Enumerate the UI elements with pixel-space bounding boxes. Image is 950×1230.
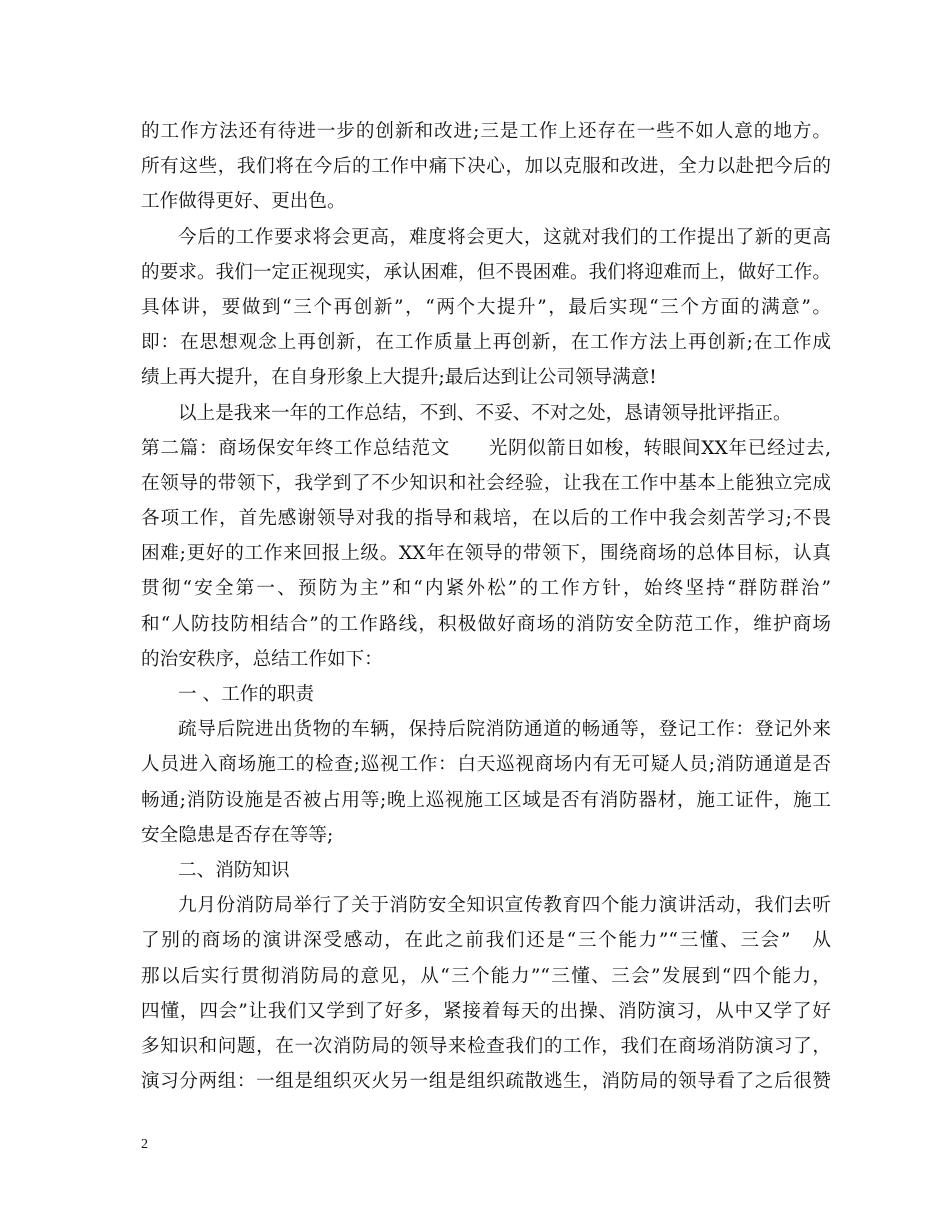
text-line: 那以后实行贯彻消防局的意见，从“三个能力”“三懂、三会”发展到“四个能力， (141, 965, 831, 987)
text-line: 绩上再大提升，在自身形象上大提升;最后达到让公司领导满意! (141, 367, 657, 389)
text-line: 人员进入商场施工的检查;巡视工作：白天巡视商场内有无可疑人员;消防通道是否 (141, 754, 831, 776)
text-line: 的治安秩序，总结工作如下： (141, 648, 383, 670)
text-line: 安全隐患是否存在等等; (141, 824, 334, 846)
paragraph-first-line: 今后的工作要求将会更高，难度将会更大，这就对我们的工作提出了新的更高 (178, 226, 831, 248)
page-number: 2 (141, 1137, 148, 1152)
text-line: 工作做得更好、更出色。 (141, 191, 346, 213)
text-line: 的要求。我们一定正视现实，承认困难，但不畏困难。我们将迎难而上，做好工作。 (141, 261, 831, 283)
text-line: 贯彻“安全第一、预防为主”和“内紧外松”的工作方针，始终坚持“群防群治” (141, 578, 831, 600)
text-line: 各项工作，首先感谢领导对我的指导和栽培，在以后的工作中我会刻苦学习;不畏 (141, 508, 831, 530)
paragraph-first-line: 九月份消防局举行了关于消防安全知识宣传教育四个能力演讲活动，我们去听 (178, 895, 831, 917)
subheading-fire-knowledge: 二、消防知识 (178, 859, 290, 881)
text-line: 演习分两组：一组是组织灭火另一组是组织疏散逃生，消防局的领导看了之后很赞 (141, 1071, 831, 1093)
text-line: 即：在思想观念上再创新，在工作质量上再创新，在工作方法上再创新;在工作成 (141, 332, 831, 354)
text-line: 在领导的带领下，我学到了不少知识和社会经验，让我在工作中基本上能独立完成 (141, 472, 831, 494)
text-line: 畅通;消防设施是否被占用等;晚上巡视施工区域是否有消防器材，施工证件，施工 (141, 789, 831, 811)
document-body (141, 114, 831, 1099)
text-line: 所有这些，我们将在今后的工作中痛下决心，加以克服和改进，全力以赴把今后的 (141, 156, 831, 178)
text-line: 四懂，四会”让我们又学到了好多，紧接着每天的出操、消防演习，从中又学了好 (141, 1000, 831, 1022)
text-line: 和“人防技防相结合”的工作路线，积极做好商场的消防安全防范工作，维护商场 (141, 613, 831, 635)
text-line: 了别的商场的演讲深受感动，在此之前我们还是“三个能力”“三懂、三会” 从 (141, 930, 831, 952)
text-line: 的工作方法还有待进一步的创新和改进;三是工作上还存在一些不如人意的地方。 (141, 121, 831, 142)
subheading-duties: 一 、工作的职责 (178, 684, 315, 705)
text-line: 困难;更好的工作来回报上级。XX年在领导的带领下，围绕商场的总体目标，认真 (141, 543, 831, 565)
text-line: 具体讲，要做到“三个再创新”，“两个大提升”，最后实现“三个方面的满意”。 (141, 296, 831, 318)
paragraph-first-line: 以上是我来一年的工作总结，不到、不妥、不对之处，恳请领导批评指正。 (178, 402, 792, 424)
paragraph-first-line: 疏导后院进出货物的车辆，保持后院消防通道的畅通等，登记工作：登记外来 (178, 719, 831, 741)
section-heading-line: 第二篇：商场保安年终工作总结范文 光阴似箭日如梭，转眼间XX年已经过去, (141, 437, 831, 459)
text-line: 多知识和问题，在一次消防局的领导来检查我们的工作，我们在商场消防演习了， (141, 1035, 831, 1057)
